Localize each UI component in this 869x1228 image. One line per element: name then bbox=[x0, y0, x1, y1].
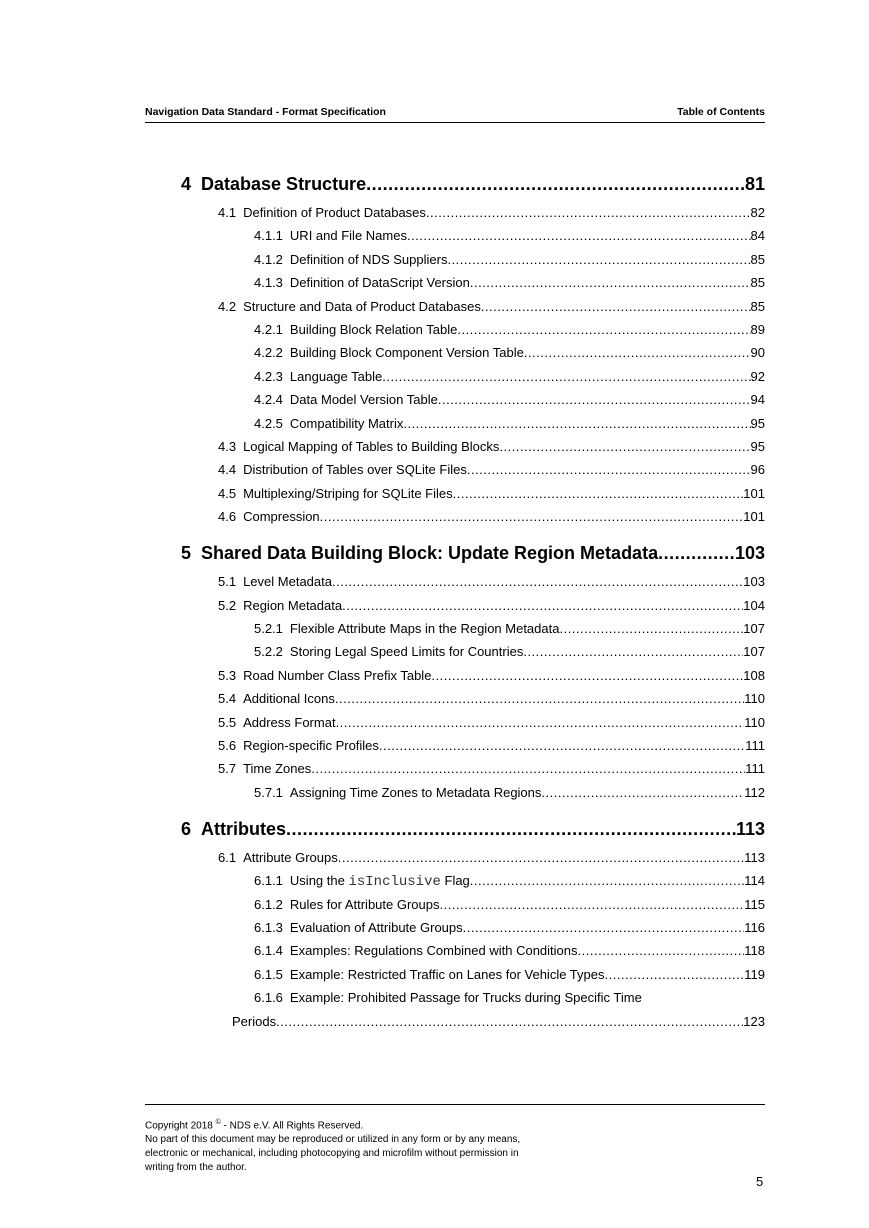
toc-entry-page: 96 bbox=[750, 462, 765, 478]
toc-entry-number: 4.2.2 bbox=[254, 345, 283, 361]
toc-entry-4[interactable] bbox=[181, 174, 765, 195]
toc-entry-page: 85 bbox=[750, 275, 765, 291]
toc-dot-leader bbox=[440, 897, 745, 912]
toc-entry-title: Time Zones bbox=[243, 761, 312, 777]
toc-entry-5[interactable] bbox=[181, 543, 765, 564]
toc-entry-page: 116 bbox=[744, 920, 765, 935]
toc-entry-number: 5.3 bbox=[218, 667, 237, 683]
toc-entry-label bbox=[218, 439, 499, 454]
page-number: 5 bbox=[756, 1174, 764, 1189]
toc-entry-4-2-3[interactable] bbox=[254, 369, 765, 384]
toc-entry-4-2-5[interactable] bbox=[254, 416, 765, 431]
toc-dot-leader bbox=[541, 785, 744, 800]
toc-entry-page: 112 bbox=[744, 784, 765, 800]
toc-entry-title: Shared Data Building Block: Update Region Metadata bbox=[201, 543, 659, 564]
toc-entry-title: Definition of DataScript Version bbox=[289, 275, 470, 291]
toc-dot-leader bbox=[658, 543, 735, 564]
toc-entry-number: 6 bbox=[181, 818, 192, 839]
toc-entry-6-1-6-continued[interactable] bbox=[232, 1014, 765, 1029]
toc-entry-label bbox=[181, 174, 366, 195]
toc-entry-4-1-1[interactable] bbox=[254, 228, 765, 243]
toc-dot-leader bbox=[426, 205, 751, 220]
toc-entry-page: 123 bbox=[743, 1013, 765, 1029]
toc-entry-5-6[interactable] bbox=[218, 738, 765, 753]
toc-entry-number: 4.1.1 bbox=[254, 228, 283, 244]
toc-entry-label bbox=[181, 543, 658, 564]
toc-entry-number: 4.4 bbox=[218, 462, 237, 478]
toc-entry-title: Evaluation of Attribute Groups bbox=[289, 920, 463, 935]
page-header bbox=[145, 106, 765, 123]
toc-entry-label bbox=[254, 920, 463, 935]
footer-notice-line: No part of this document may be reproduced or utilized in any form or by any means, bbox=[145, 1134, 521, 1146]
toc-entry-number: 5.1 bbox=[218, 574, 237, 590]
toc-entry-4-1-3[interactable] bbox=[254, 275, 765, 290]
toc-entry-label bbox=[254, 392, 438, 407]
toc-entry-title: Additional Icons bbox=[243, 691, 335, 707]
toc-dot-leader bbox=[481, 299, 751, 314]
toc-entry-title: Address Format bbox=[243, 714, 336, 730]
toc-entry-number: 4.2.1 bbox=[254, 322, 283, 337]
toc-entry-page: 111 bbox=[745, 738, 765, 753]
toc-entry-title: Language Table bbox=[289, 368, 383, 384]
toc-entry-label bbox=[218, 299, 481, 314]
toc-entry-number: 6.1.5 bbox=[254, 966, 283, 982]
toc-entry-label bbox=[254, 275, 470, 290]
toc-entry-number: 6.1.6 bbox=[254, 990, 283, 1006]
toc-entry-number: 5.2 bbox=[218, 597, 237, 613]
toc-entry-number: 4.2.5 bbox=[254, 415, 283, 431]
toc-entry-4-1[interactable] bbox=[218, 205, 765, 220]
toc-entry-number: 5.7 bbox=[218, 761, 237, 777]
toc-entry-label bbox=[254, 252, 447, 267]
toc-dot-leader bbox=[523, 644, 743, 659]
toc-entry-number: 5.6 bbox=[218, 738, 237, 753]
toc-entry-6-1-6[interactable] bbox=[254, 990, 642, 1005]
toc-entry-title: Distribution of Tables over SQLite Files bbox=[243, 462, 467, 478]
toc-entry-4-4[interactable] bbox=[218, 462, 765, 477]
toc-entry-number: 4.1.3 bbox=[254, 275, 283, 291]
toc-entry-4-5[interactable] bbox=[218, 486, 765, 501]
toc-entry-page: 85 bbox=[750, 251, 765, 267]
toc-entry-label bbox=[218, 462, 467, 477]
toc-entry-title: Compatibility Matrix bbox=[289, 415, 404, 431]
toc-dot-leader bbox=[335, 691, 744, 706]
toc-entry-5-7-1[interactable] bbox=[254, 785, 765, 800]
toc-entry-label bbox=[218, 486, 453, 501]
toc-entry-6-1-3[interactable] bbox=[254, 920, 765, 935]
toc-entry-4-3[interactable] bbox=[218, 439, 765, 454]
toc-entry-5-2[interactable] bbox=[218, 598, 765, 613]
toc-entry-page: 107 bbox=[743, 644, 765, 660]
toc-entry-4-2[interactable] bbox=[218, 299, 765, 314]
toc-dot-leader bbox=[578, 943, 745, 958]
toc-entry-page: 118 bbox=[744, 943, 765, 959]
toc-entry-page: 103 bbox=[743, 574, 765, 590]
toc-entry-title: Building Block Component Version Table bbox=[289, 345, 524, 361]
toc-dot-leader bbox=[463, 920, 745, 935]
toc-entry-page: 111 bbox=[745, 761, 765, 777]
toc-entry-number: 4.2.4 bbox=[254, 392, 283, 408]
toc-entry-title: Data Model Version Table bbox=[289, 392, 438, 408]
toc-entry-title: Road Number Class Prefix Table bbox=[243, 667, 432, 683]
toc-entry-title: Structure and Data of Product Databases bbox=[243, 298, 481, 314]
toc-dot-leader bbox=[467, 462, 751, 477]
toc-entry-label bbox=[254, 416, 403, 431]
toc-entry-6-1-1[interactable] bbox=[254, 873, 765, 890]
toc-entry-title: Building Block Relation Table bbox=[289, 322, 458, 337]
toc-entry-number: 5.2.1 bbox=[254, 621, 283, 636]
toc-dot-leader bbox=[336, 715, 745, 730]
toc-entry-title: Examples: Regulations Combined with Conditions bbox=[289, 943, 578, 959]
toc-entry-page: 92 bbox=[750, 368, 765, 384]
toc-entry-label bbox=[254, 785, 541, 800]
toc-entry-number: 5.7.1 bbox=[254, 784, 283, 800]
toc-dot-leader bbox=[276, 1014, 743, 1029]
toc-dot-leader bbox=[524, 345, 751, 360]
toc-dot-leader bbox=[320, 509, 744, 524]
toc-entry-6-1-5[interactable] bbox=[254, 967, 765, 982]
toc-dot-leader bbox=[342, 598, 743, 613]
toc-entry-label bbox=[218, 850, 338, 865]
toc-entry-page: 114 bbox=[744, 873, 765, 889]
toc-entry-title: Attribute Groups bbox=[243, 849, 338, 865]
toc-entry-number: 5.5 bbox=[218, 714, 237, 730]
toc-entry-title: Definition of Product Databases bbox=[243, 205, 426, 220]
toc-dot-leader bbox=[559, 621, 743, 636]
toc-entry-label bbox=[254, 967, 605, 982]
toc-entry-title: URI and File Names bbox=[289, 228, 407, 244]
toc-entry-4-1-2[interactable] bbox=[254, 252, 765, 267]
toc-entry-title: Assigning Time Zones to Metadata Regions bbox=[289, 784, 542, 800]
toc-entry-4-6[interactable] bbox=[218, 509, 765, 524]
toc-dot-leader bbox=[403, 416, 750, 431]
toc-dot-leader bbox=[499, 439, 750, 454]
toc-entry-label bbox=[254, 228, 407, 243]
toc-dot-leader bbox=[366, 174, 745, 195]
toc-entry-page: 110 bbox=[744, 691, 765, 707]
footer-notice-line: writing from the author. bbox=[145, 1162, 247, 1174]
toc-entry-label bbox=[254, 621, 559, 636]
toc-entry-number: 4.1 bbox=[218, 205, 237, 220]
toc-entry-label bbox=[218, 761, 311, 776]
toc-entry-label bbox=[218, 691, 335, 706]
toc-entry-number: 5.4 bbox=[218, 691, 237, 707]
toc-entry-page: 84 bbox=[750, 228, 765, 244]
toc-entry-number: 4.6 bbox=[218, 509, 237, 525]
toc-entry-number: 6.1.2 bbox=[254, 896, 283, 912]
toc-entry-title-continued: Periods bbox=[232, 1013, 277, 1029]
toc-entry-page: 90 bbox=[750, 345, 765, 361]
toc-entry-label bbox=[218, 598, 342, 613]
toc-entry-page: 119 bbox=[744, 966, 765, 982]
toc-dot-leader bbox=[453, 486, 744, 501]
toc-entry-number: 4.2.3 bbox=[254, 368, 283, 384]
toc-dot-leader bbox=[332, 574, 743, 589]
toc-entry-title: Example: Prohibited Passage for Trucks during Specific Time bbox=[289, 990, 642, 1006]
toc-entry-title: Attributes bbox=[201, 818, 287, 839]
toc-entry-page: 85 bbox=[750, 298, 765, 314]
toc-entry-page: 104 bbox=[743, 597, 765, 613]
toc-entry-title: Database Structure bbox=[201, 174, 367, 194]
toc-dot-leader bbox=[382, 369, 750, 384]
toc-entry-number: 6.1 bbox=[218, 849, 237, 865]
toc-entry-title: Rules for Attribute Groups bbox=[289, 896, 440, 912]
toc-entry-page: 107 bbox=[743, 621, 765, 636]
toc-entry-label bbox=[218, 715, 336, 730]
toc-entry-page: 113 bbox=[735, 818, 765, 839]
toc-entry-number: 5.2.2 bbox=[254, 644, 283, 660]
toc-entry-title: Logical Mapping of Tables to Building Blocks bbox=[243, 439, 500, 454]
toc-entry-number: 4.5 bbox=[218, 485, 237, 501]
toc-entry-label bbox=[254, 943, 578, 958]
toc-entry-title: Definition of NDS Suppliers bbox=[289, 251, 448, 267]
toc-dot-leader bbox=[438, 392, 751, 407]
toc-entry-label bbox=[218, 509, 320, 524]
toc-entry-page: 108 bbox=[743, 667, 765, 683]
toc-entry-label bbox=[254, 369, 382, 384]
toc-entry-page: 95 bbox=[750, 439, 765, 454]
toc-entry-5-7[interactable] bbox=[218, 761, 765, 776]
toc-entry-label bbox=[181, 819, 286, 840]
toc-entry-4-2-2[interactable] bbox=[254, 345, 765, 360]
toc-entry-5-4[interactable] bbox=[218, 691, 765, 706]
toc-dot-leader bbox=[431, 668, 743, 683]
toc-dot-leader bbox=[311, 761, 745, 776]
toc-dot-leader bbox=[470, 873, 744, 888]
toc-dot-leader bbox=[286, 819, 736, 840]
footer-notice-line: electronic or mechanical, including photocopying and microfilm without permission in bbox=[145, 1148, 519, 1160]
toc-dot-leader bbox=[379, 738, 745, 753]
toc-entry-label bbox=[218, 668, 431, 683]
toc-entry-page: 110 bbox=[744, 714, 765, 730]
toc-entry-title: Level Metadata bbox=[243, 574, 332, 590]
toc-entry-4-2-1[interactable] bbox=[254, 322, 765, 337]
toc-entry-page: 101 bbox=[743, 509, 765, 525]
toc-entry-page: 115 bbox=[744, 896, 765, 912]
toc-entry-5-2-1[interactable] bbox=[254, 621, 765, 636]
toc-entry-number: 5 bbox=[181, 543, 192, 564]
toc-entry-number: 4.1.2 bbox=[254, 251, 283, 267]
toc-entry-page: 82 bbox=[750, 205, 765, 220]
toc-entry-page: 81 bbox=[744, 174, 765, 194]
toc-entry-number: 4.2 bbox=[218, 298, 237, 314]
copyright-line: Copyright 2018 © - NDS e.V. All Rights Reserved. bbox=[145, 1119, 364, 1132]
toc-entry-page: 113 bbox=[744, 849, 765, 865]
toc-entry-number: 6.1.1 bbox=[254, 873, 283, 889]
toc-entry-title: Compression bbox=[243, 509, 320, 525]
toc-entry-label bbox=[254, 873, 470, 890]
toc-entry-page: 94 bbox=[750, 392, 765, 408]
toc-entry-label bbox=[254, 345, 524, 360]
toc-entry-label bbox=[254, 644, 523, 659]
toc-entry-page: 95 bbox=[750, 415, 765, 431]
document-title: Navigation Data Standard - Format Specification bbox=[145, 106, 386, 118]
toc-entry-number: 4 bbox=[181, 174, 192, 194]
toc-entry-title: Region Metadata bbox=[243, 597, 343, 613]
toc-entry-5-3[interactable] bbox=[218, 668, 765, 683]
toc-dot-leader bbox=[470, 275, 751, 290]
toc-entry-label bbox=[254, 322, 457, 337]
toc-entry-label bbox=[218, 574, 332, 589]
toc-entry-title: Using the bbox=[289, 873, 345, 889]
section-title: Table of Contents bbox=[677, 106, 765, 118]
toc-dot-leader bbox=[457, 322, 750, 337]
toc-entry-title: Region-specific Profiles bbox=[243, 738, 379, 753]
toc-entry-4-2-4[interactable] bbox=[254, 392, 765, 407]
toc-dot-leader bbox=[447, 252, 750, 267]
toc-entry-title-suffix: Flag bbox=[440, 873, 470, 889]
footer-divider bbox=[145, 1104, 765, 1105]
toc-entry-page: 101 bbox=[743, 485, 765, 501]
toc-dot-leader bbox=[407, 228, 751, 243]
page-footer bbox=[145, 1116, 575, 1175]
toc-entry-number: 6.1.4 bbox=[254, 943, 283, 959]
toc-entry-page: 103 bbox=[734, 543, 765, 564]
toc-entry-6-1-4[interactable] bbox=[254, 943, 765, 958]
toc-entry-title: Multiplexing/Striping for SQLite Files bbox=[243, 485, 453, 501]
toc-entry-5-5[interactable] bbox=[218, 715, 765, 730]
toc-entry-label bbox=[218, 738, 379, 753]
toc-dot-leader bbox=[605, 967, 745, 982]
toc-entry-label bbox=[218, 205, 426, 220]
toc-entry-5-1[interactable] bbox=[218, 574, 765, 589]
toc-entry-title: Example: Restricted Traffic on Lanes for Vehicle Types bbox=[289, 966, 605, 982]
toc-entry-title: Flexible Attribute Maps in the Region Metadata bbox=[289, 621, 560, 636]
toc-entry-6-1-2[interactable] bbox=[254, 897, 765, 912]
toc-entry-number: 4.3 bbox=[218, 439, 237, 454]
toc-entry-title: Storing Legal Speed Limits for Countries bbox=[289, 644, 524, 660]
toc-entry-page: 89 bbox=[750, 322, 765, 337]
toc-dot-leader bbox=[338, 850, 745, 865]
toc-entry-5-2-2[interactable] bbox=[254, 644, 765, 659]
toc-entry-number: 6.1.3 bbox=[254, 920, 283, 935]
toc-entry-6[interactable] bbox=[181, 819, 765, 840]
toc-entry-label bbox=[254, 897, 440, 912]
toc-entry-code: isInclusive bbox=[348, 874, 441, 891]
toc-entry-6-1[interactable] bbox=[218, 850, 765, 865]
